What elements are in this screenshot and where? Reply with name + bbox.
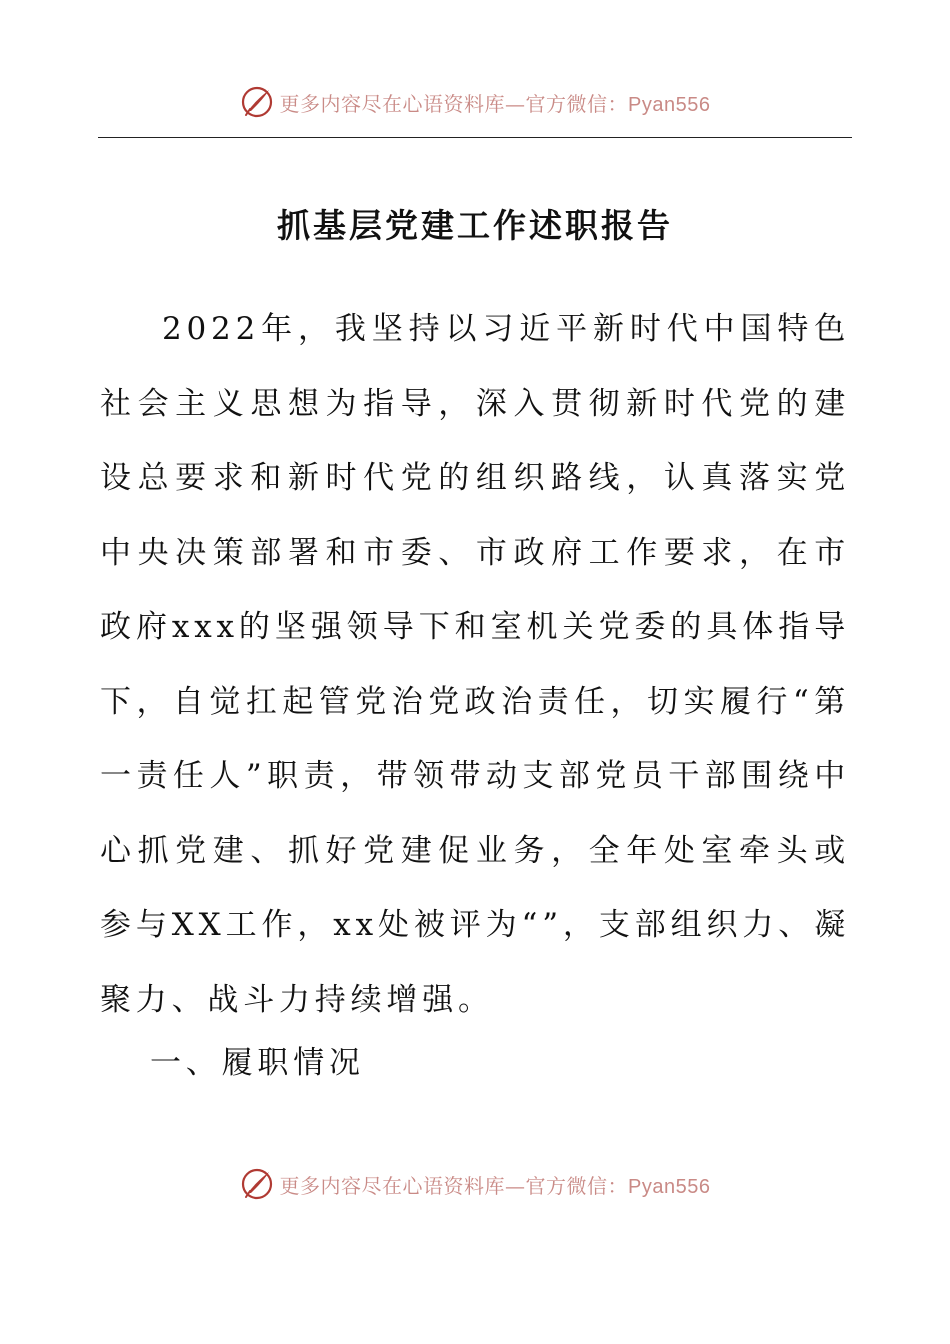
watermark-text <box>280 88 711 117</box>
header-divider <box>98 137 852 138</box>
feather-pen-logo-icon <box>240 85 274 119</box>
watermark-text-cn: 更多内容尽在心语资料库—官方微信： <box>279 91 629 116</box>
header-watermark <box>0 80 950 124</box>
feather-pen-logo-icon <box>240 1167 274 1201</box>
body-paragraph: 2022年，我坚持以习近平新时代中国特色社会主义思想为指导，深入贯彻新时代党的建设总要求和新时代党的组织路线，认真落实党中央决策部署和市委、市政府工作要求，在市政府xxx的坚强领导下和室机关党委的具体指导下，自觉扛起管党治党政治责任，切实履行“第一责任人”职责，带领带动支部党员干部围绕中心抓党建、抓好党建促业务，全年处室牵头或参与XX工作，xx处被评为“”，支部组织力、凝聚力、战斗力持续增强。 <box>100 311 850 1018</box>
watermark-text-cn: 更多内容尽在心语资料库—官方微信： <box>279 1173 629 1198</box>
section-heading: 一、履职情况 <box>150 1045 365 1081</box>
footer-watermark <box>0 1162 950 1206</box>
watermark-wechat-id: Pyan556 <box>628 93 711 116</box>
watermark-text <box>280 1170 711 1199</box>
watermark-wechat-id: Pyan556 <box>628 1175 711 1198</box>
document-title: 抓基层党建工作述职报告 <box>277 206 673 245</box>
